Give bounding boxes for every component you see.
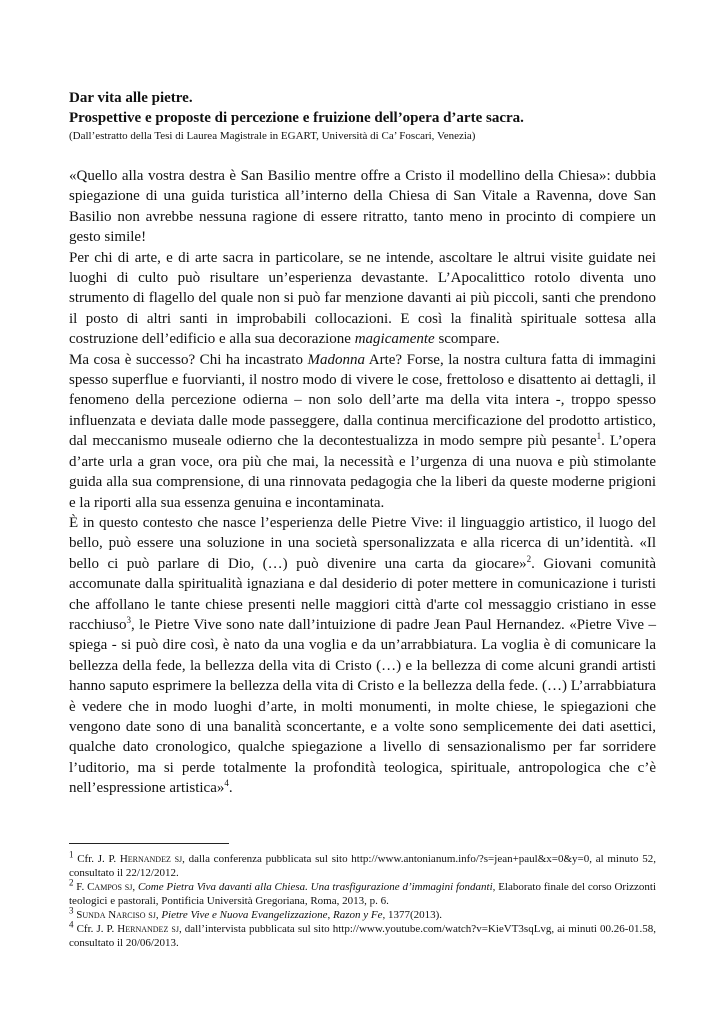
footnote-3-title: Pietre Vive e Nuova Evangelizzazione [161,909,328,921]
footnote-3-sep: , [155,909,162,921]
emphasis-magicamente: magicamente [354,331,435,348]
paragraph-3-text: Arte? Forse, la nostra cultura fatta di immagini spesso superflue e fuorvianti, il nostro modo di vivere le cose, frettoloso e disattento ai dettagli, il fenomeno della percezione odierna – non solo dell’arte ma della vita intera -, troppo spesso influenzata e deviata dalle mode passeggere, dalla continua mercificazione del prodotto artistico, dal meccanismo museale odierno che la decontestualizza in modo sempre più pesante [69,351,656,450]
paragraph-4-end: . [228,780,233,797]
paragraph-1 [69,166,656,248]
paragraph-4-start: È in questo contesto che nasce l’esperienza delle Pietre Vive: il linguaggio artistico, il luogo del bello, può essere una soluzione in una società spersonalizzata e alla ricerca di un’identità. «Il bello ci può parlare di Dio, (…) può divenire una carta da giocare» [69,514,656,572]
footnote-ref-3[interactable]: 3 [126,614,131,625]
footnote-number-3: 3 [69,905,74,916]
title-line-2: Prospettive e proposte di percezione e fruizione dell’opera d’arte sacra. [69,110,524,126]
paragraph-2 [69,248,656,350]
paragraph-2-end: scompare. [434,331,500,348]
paragraph-4-text-b: , le Pietre Vive sono nate dall’intuizione di padre Jean Paul Hernandez. «Pietre Vive – spiega - si può dire così, è nato da una voglia e da un’arrabbiatura. La voglia è di comunicare la bellezza della fede, la bellezza della vita di Cristo (…) e la bellezza di come alcuni grandi artisti hanno saputo esprimere la bellezza della vita di Cristo e la bellezza della fede. (…) L’arrabbiatura è vedere che in modo luoghi d’arte, in molti monumenti, in molte chiese, le spiegazioni che vengono date sono di una banalità sconcertante, e a volte sono semplicemente dei dati asettici, qualche dato cronologico, qualche spiegazione a livello di sensazionalismo per far sorridere l’uditorio, ma si perde totalmente la profondità teologica, spirituale, antropologica che c’è nell’espressione artistica» [69,616,656,797]
body-text [69,166,656,799]
footnotes [69,849,657,950]
paragraph-2-text: Per chi di arte, e di arte sacra in particolare, se ne intende, ascoltare le altrui visite guidate nei luoghi di culto può risultare un’esperienza devastante. L’Apocalittico rotolo diventa uno strumento di flagello del quale non si può far menzione davanti ai più piccoli, santi che prendono il posto di altri santi in improbabili collocazioni. E così la finalità spirituale sottesa alla costruzione dell’edificio e alla sua decorazione [69,249,656,348]
paragraph-4-text-a: . Giovani comunità accomunate dalla spiritualità ignaziana e dal desiderio di poter mettere in comunicazione i turisti che affollano le tante chiese presenti nelle maggiori città d'arte col messaggio cristiano in esse racchiuso [69,555,656,633]
footnote-3 [69,905,656,922]
footnote-4-prefix: Cfr. J. P. [73,923,118,935]
footnote-1 [69,849,656,880]
footnote-1-prefix: Cfr. J. P. [73,853,120,865]
footnote-separator [69,843,229,844]
footnote-3-text: 1377(2013). [385,909,443,921]
footnote-number-1: 1 [69,849,74,860]
footnote-ref-1[interactable]: 1 [596,431,602,442]
footnote-4 [69,919,656,950]
paragraph-4 [69,513,656,799]
footnote-1-author: Hernandez sj [119,853,183,865]
emphasis-madonna: Madonna [307,351,366,368]
source-note: (Dall’estratto della Tesi di Laurea Magistrale in EGART, Università di Ca’ Foscari, Venezia) [69,130,476,142]
footnote-2-author: Campos sj [87,881,133,893]
paragraph-3-start: Ma cosa è successo? Chi ha incastrato [69,351,308,368]
footnote-2 [69,877,657,908]
footnote-4-author: Hernandez sj [117,923,179,935]
footnote-number-2: 2 [69,877,74,888]
footnote-ref-4[interactable]: 4 [224,778,229,789]
footnote-2-prefix: F. [73,881,88,893]
paragraph-3-end: . L’opera d’arte urla a gran voce, ora più che mai, la necessità e l’urgenza di una nuova e più stimolante guida alla sua comprensione, di una rinnovata pedagogia che la liberi da queste moderne prigioni e la riporti alla sua essenza genuina e incontaminata. [69,433,656,511]
document-title [69,88,669,128]
footnote-1-text: , dalla conferenza pubblicata sul sito http://www.antonianum.info/?s=jean+paul&x=0&y=0, al minuto 52, consultato il 22/12/2012. [69,853,656,879]
paragraph-1-text: «Quello alla vostra destra è San Basilio mentre offre a Cristo il modellino della Chiesa»: dubbia spiegazione di una guida turistica all’interno della Chiesa di San Vitale a Ravenna, dove San Basilio non avrebbe nessuna ragione di essere ritratto, tanto meno in procinto di compiere un gesto simile! [69,168,656,246]
paragraph-3 [69,350,656,513]
footnote-3-sep-2: , [327,909,333,921]
footnote-4-text: , dall’intervista pubblicata sul sito http://www.youtube.com/watch?v=KieVT3sqLvg, ai minuti 00.26-01.58, consultato il 20/06/2013. [69,923,656,949]
footnote-3-author: Sunda Narciso sj [76,909,156,921]
footnote-ref-2[interactable]: 2 [526,553,532,564]
footnote-number-4: 4 [69,919,74,930]
title-line-1: Dar vita alle pietre. [69,90,193,106]
footnote-2-text: Elaborato finale del corso Orizzonti teologici e pastorali, Pontificia Università Gregoriana, Roma, 2013, p. 6. [69,881,657,907]
footnote-2-title: Come Pietra Viva davanti alla Chiesa. Una trasfigurazione d’immagini fondanti, [137,881,496,893]
footnote-2-sep: , [132,881,138,893]
footnote-3-journal: Razon y Fe, [333,909,386,921]
